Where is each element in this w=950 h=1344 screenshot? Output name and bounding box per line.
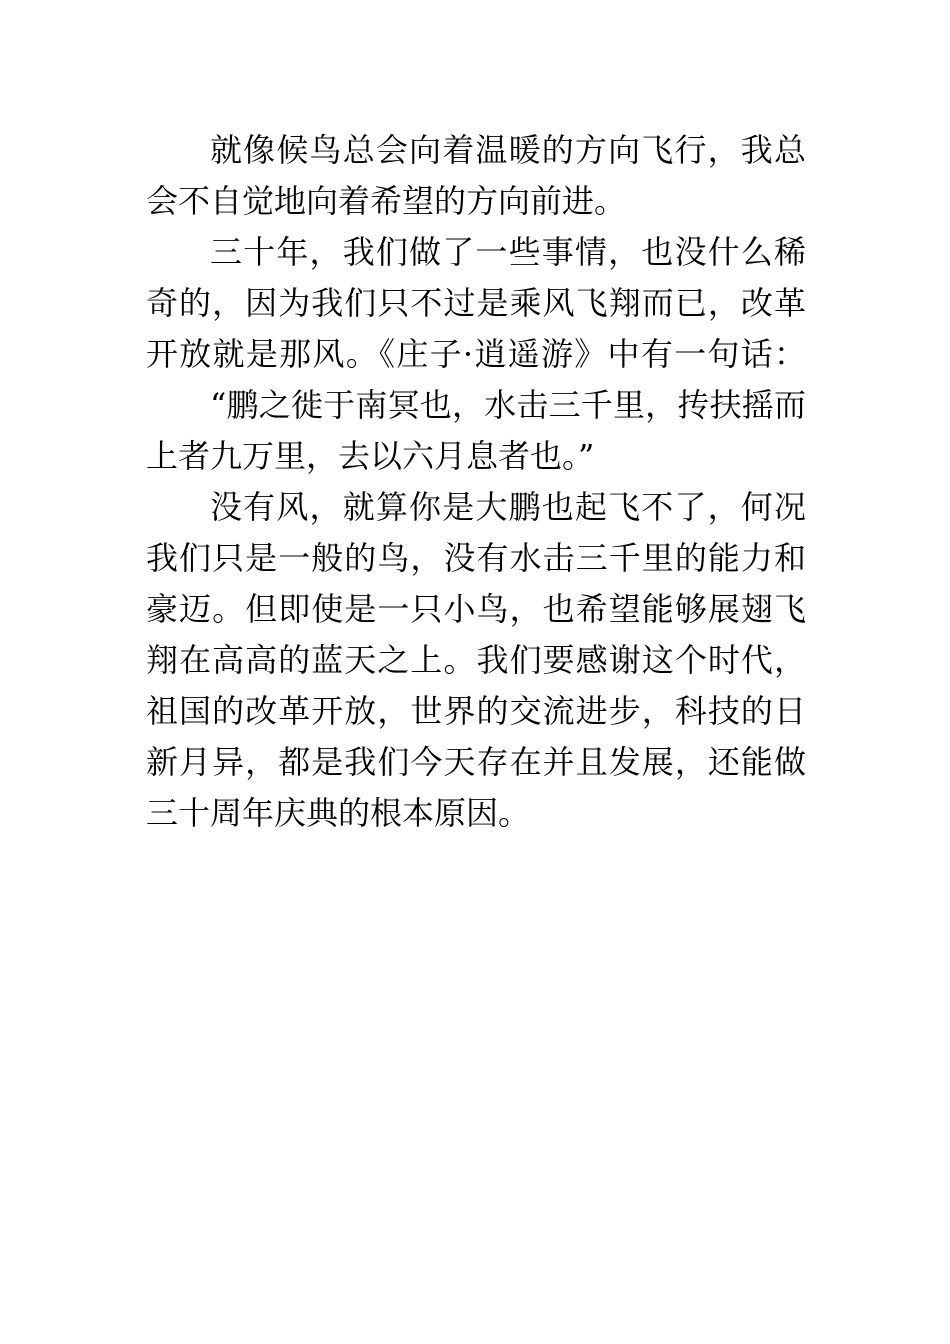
paragraph-line: 会不自觉地向着希望的方向前进。 xyxy=(146,182,627,220)
paragraph-1 xyxy=(146,125,806,227)
paragraph-line: 没有风，就算你是大鹏也起飞不了，何况 xyxy=(210,488,806,526)
paragraph-line: “鹏之徙于南冥也，水击三千里，抟扶摇而 xyxy=(210,386,806,424)
paragraph-line: 新月异，都是我们今天存在并且发展，还能做 xyxy=(146,743,806,781)
paragraph-line: 上者九万里，去以六月息者也。” xyxy=(146,437,595,475)
paragraph-line: 我们只是一般的鸟，没有水击三千里的能力和 xyxy=(146,539,806,577)
paragraph-line: 翔在高高的蓝天之上。我们要感谢这个时代， xyxy=(146,641,806,679)
paragraph-line: 豪迈。但即使是一只小鸟，也希望能够展翅飞 xyxy=(146,590,806,628)
paragraph-line: 奇的，因为我们只不过是乘风飞翔而已，改革 xyxy=(146,284,806,322)
paragraph-4 xyxy=(146,482,806,839)
body-text xyxy=(146,125,806,839)
paragraph-line: 祖国的改革开放，世界的交流进步，科技的日 xyxy=(146,692,806,730)
paragraph-2 xyxy=(146,227,806,380)
paragraph-3-quote xyxy=(146,380,806,482)
paragraph-line: 就像候鸟总会向着温暖的方向飞行，我总 xyxy=(210,131,806,169)
paragraph-line: 三十周年庆典的根本原因。 xyxy=(146,794,531,832)
paragraph-line: 三十年，我们做了一些事情，也没什么稀 xyxy=(210,233,806,271)
paragraph-line: 开放就是那风。《庄子·逍遥游》中有一句话： xyxy=(146,335,806,373)
